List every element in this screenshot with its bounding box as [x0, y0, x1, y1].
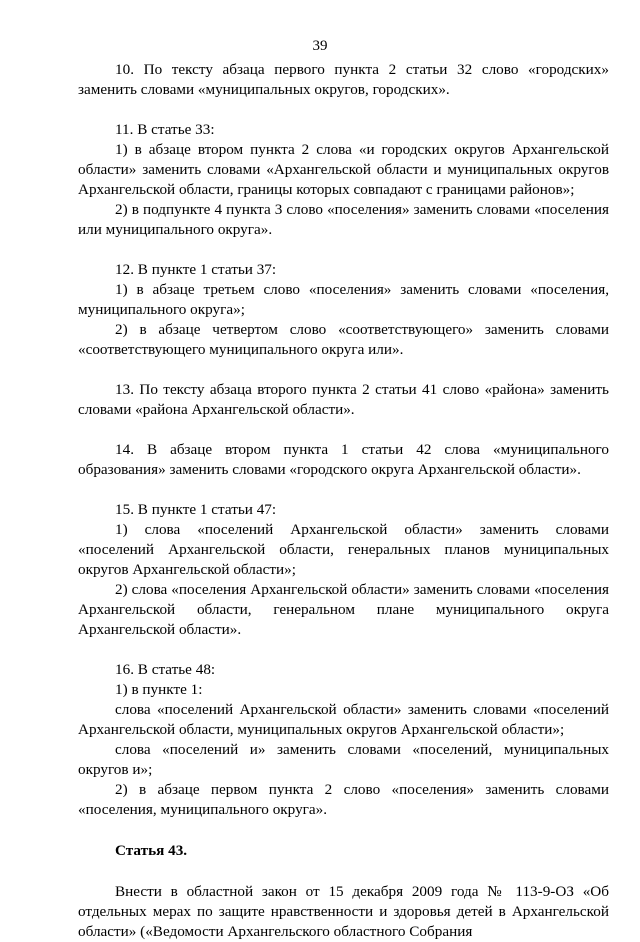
paragraph: 1) слова «поселений Архангельской области» заменить словами «поселений Архангельской области, генеральных планов муниципальных округов Архангельской области»; [78, 521, 609, 578]
paragraph: слова «поселений Архангельской области» заменить словами «поселений Архангельской области, муниципальных округов Архангельской области»; [78, 701, 609, 738]
paragraph-spacer [78, 100, 609, 120]
paragraph: 11. В статье 33: [115, 121, 215, 138]
paragraph: 2) слова «поселения Архангельской области» заменить словами «поселения Архангельской области, генеральном плане муниципального округа Архангельской области». [78, 581, 609, 638]
paragraph: 10. По тексту абзаца первого пункта 2 статьи 32 слово «городских» заменить словами «муниципальных округов, городских». [78, 61, 609, 98]
paragraph: 1) в абзаце третьем слово «поселения» заменить словами «поселения, муниципального округа»; [78, 281, 609, 318]
paragraph-spacer [78, 640, 609, 660]
paragraph: 15. В пункте 1 статьи 47: [115, 501, 277, 518]
paragraph-spacer [78, 360, 609, 380]
paragraph-spacer [78, 861, 609, 882]
paragraph: Внести в областной закон от 15 декабря 2009 года № 113-9-ОЗ «Об отдельных мерах по защите нравственности и здоровья детей в Архангельской области» («Ведомости Архангельского областного Собрания [78, 883, 609, 940]
article-heading: Статья 43. [115, 842, 188, 859]
paragraph: слова «поселений и» заменить словами «поселений, муниципальных округов и»; [78, 741, 609, 778]
paragraph: 16. В статье 48: [115, 661, 216, 678]
paragraph: 2) в абзаце четвертом слово «соответствующего» заменить словами «соответствующего муниципального округа или». [78, 321, 609, 358]
paragraph-spacer [78, 480, 609, 500]
paragraph-spacer [78, 420, 609, 440]
paragraph: 1) в пункте 1: [115, 681, 203, 698]
page-number: 39 [312, 38, 328, 54]
paragraph-spacer [78, 820, 609, 841]
paragraph: 2) в подпункте 4 пункта 3 слово «поселения» заменить словами «поселения или муниципального округа». [78, 201, 609, 238]
paragraph: 14. В абзаце втором пункта 1 статьи 42 слова «муниципального образования» заменить словами «городского округа Архангельской области». [78, 441, 609, 478]
paragraph: 12. В пункте 1 статьи 37: [115, 261, 277, 278]
document-body [78, 60, 609, 942]
paragraph: 13. По тексту абзаца второго пункта 2 статьи 41 слово «района» заменить словами «района Архангельской области». [78, 381, 609, 418]
paragraph-spacer [78, 240, 609, 260]
paragraph: 2) в абзаце первом пункта 2 слово «поселения» заменить словами «поселения, муниципального округа». [78, 781, 609, 818]
paragraph: 1) в абзаце втором пункта 2 слова «и городских округов Архангельской области» заменить словами «Архангельской области и муниципальных округов Архангельской области, границы которых совпадают с границами районов»; [78, 141, 609, 198]
